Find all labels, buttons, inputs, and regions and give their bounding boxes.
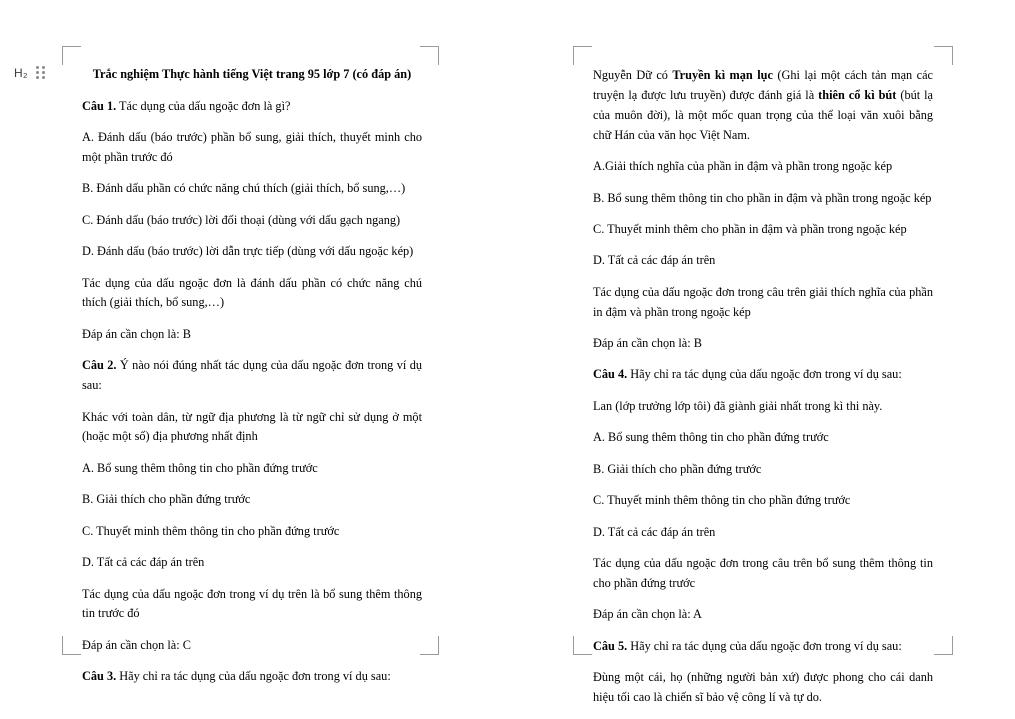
q3-example-seg-2: (Ghi lại một cách tản mạn các truyện lạ được lưu truyền) được đánh giá là: [593, 68, 933, 102]
q1-b: [82, 179, 422, 199]
q3-b-text: B. Bổ sung thêm thông tin cho phần in đậm và phần trong ngoặc kép: [593, 190, 932, 205]
q4-b-text: B. Giải thích cho phần đứng trước: [593, 461, 762, 476]
paragraph-style-badge[interactable]: H₂: [14, 66, 28, 80]
q3-c: [593, 220, 933, 240]
q3-example-seg-0: Nguyễn Dữ có: [593, 68, 673, 82]
q5-heading: [593, 637, 933, 657]
q2-b-text: B. Giải thích cho phần đứng trước: [82, 492, 251, 507]
q4-a: [593, 428, 933, 448]
q2-example: [82, 408, 422, 448]
q3-b: [593, 189, 933, 209]
q1-answer-text: Đáp án cần chọn là: B: [82, 326, 191, 341]
q1-c-text: C. Đánh dấu (báo trước) lời đối thoại (dùng với dấu gạch ngang): [82, 212, 401, 227]
q2-example-text: Khác với toàn dân, từ ngữ địa phương là từ ngữ chỉ sử dụng ở một (hoặc một số) địa phương nhất định: [82, 409, 422, 444]
q1-heading: [82, 97, 422, 117]
q3-example-seg-4: (bút lạ của muôn đời), là một mốc quan trọng của thể loại văn xuôi bằng chữ Hán của văn học Việt Nam.: [593, 87, 934, 142]
q2-heading-label: Câu 2.: [82, 358, 117, 373]
q3-answer-text: Đáp án cần chọn là: B: [593, 336, 702, 351]
q4-d: [593, 523, 933, 543]
q4-heading-label: Câu 4.: [593, 367, 628, 382]
q4-example-text: Lan (lớp trưởng lớp tôi) đã giành giải nhất trong kì thi này.: [593, 398, 883, 413]
q2-c-text: C. Thuyết minh thêm thông tin cho phần đứng trước: [82, 523, 340, 538]
q4-explain-text: Tác dụng của dấu ngoặc đơn trong câu trên bổ sung thêm thông tin cho phần đứng trước: [593, 555, 933, 590]
q2-a-text: A. Bổ sung thêm thông tin cho phần đứng trước: [82, 460, 318, 475]
crop-mark-top-right: [934, 46, 953, 65]
drag-dots-icon[interactable]: [36, 66, 48, 80]
q3-heading: [82, 667, 422, 687]
q3-a-text: A.Giải thích nghĩa của phần in đậm và phần trong ngoặc kép: [593, 159, 893, 174]
q4-heading: [593, 365, 933, 385]
left-paragraph-list: [82, 97, 422, 688]
q3-c-text: C. Thuyết minh thêm cho phần in đậm và phần trong ngoặc kép: [593, 221, 907, 236]
q1-a-text: A. Đánh dấu (báo trước) phần bổ sung, giải thích, thuyết minh cho một phần trước đó: [82, 130, 422, 164]
q5-heading-label: Câu 5.: [593, 638, 628, 653]
q1-a: [82, 128, 422, 168]
q2-c: [82, 522, 422, 542]
q2-a: [82, 459, 422, 479]
q1-c: [82, 211, 422, 231]
q1-explain-text: Tác dụng của dấu ngoặc đơn là đánh dấu phần có chức năng chú thích (giải thích, bổ sung,…): [82, 275, 422, 310]
q4-answer-text: Đáp án cần chọn là: A: [593, 607, 702, 622]
q4-explain: [593, 554, 933, 594]
q3-explain: [593, 283, 933, 323]
q5-example-text: Đùng một cái, họ (những người bản xứ) được phong cho cái danh hiệu tối cao là chiến sĩ bảo vệ công lí và tự do.: [593, 670, 933, 704]
q1-heading-text: Tác dụng của dấu ngoặc đơn là gì?: [116, 98, 291, 113]
q4-c-text: C. Thuyết minh thêm thông tin cho phần đứng trước: [593, 493, 851, 508]
crop-mark-bottom-left: [62, 636, 81, 655]
q3-heading-text: Hãy chỉ ra tác dụng của dấu ngoặc đơn trong ví dụ sau:: [116, 669, 391, 684]
q4-example: [593, 397, 933, 417]
q4-answer: [593, 605, 933, 625]
page-title: Trắc nghiệm Thực hành tiếng Việt trang 95 lớp 7 (có đáp án): [92, 67, 412, 81]
q5-example: [593, 668, 933, 708]
q5-heading-text: Hãy chỉ ra tác dụng của dấu ngoặc đơn trong ví dụ sau:: [627, 638, 902, 653]
document-page-left[interactable]: [0, 0, 517, 700]
q3-d: [593, 251, 933, 271]
q1-b-text: B. Đánh dấu phần có chức năng chú thích (giải thích, bổ sung,…): [82, 181, 406, 196]
q1-heading-label: Câu 1.: [82, 98, 117, 113]
q2-explain: [82, 585, 422, 625]
q2-d: [82, 553, 422, 573]
page-left-content: [82, 66, 422, 699]
q3-example: [593, 66, 933, 146]
q2-b: [82, 490, 422, 510]
crop-mark-top-left: [573, 46, 592, 65]
q2-heading-text: Ý nào nói đúng nhất tác dụng của dấu ngoặc đơn trong ví dụ sau:: [82, 358, 422, 393]
right-paragraph-list: [593, 66, 933, 708]
q3-heading-label: Câu 3.: [82, 669, 117, 684]
q2-answer: [82, 636, 422, 656]
q4-d-text: D. Tất cả các đáp án trên: [593, 524, 716, 539]
q1-explain: [82, 274, 422, 314]
q1-d-text: D. Đánh dấu (báo trước) lời dẫn trực tiếp (dùng với dấu ngoặc kép): [82, 244, 414, 259]
q1-d: [82, 242, 422, 262]
q4-c: [593, 491, 933, 511]
q2-answer-text: Đáp án cần chọn là: C: [82, 637, 191, 652]
crop-mark-top-left: [62, 46, 81, 65]
q4-a-text: A. Bổ sung thêm thông tin cho phần đứng trước: [593, 430, 829, 445]
q3-d-text: D. Tất cả các đáp án trên: [593, 253, 716, 268]
page-right-content: [593, 66, 933, 719]
crop-mark-top-right: [420, 46, 439, 65]
q3-a: [593, 157, 933, 177]
crop-mark-bottom-right: [420, 636, 439, 655]
q2-d-text: D. Tất cả các đáp án trên: [82, 555, 205, 570]
q2-heading: [82, 356, 422, 396]
q3-example-seg-1: Truyền kì mạn lục: [672, 68, 773, 82]
q2-explain-text: Tác dụng của dấu ngoặc đơn trong ví dụ trên là bổ sung thêm thông tin trước đó: [82, 586, 422, 621]
crop-mark-bottom-right: [934, 636, 953, 655]
crop-mark-bottom-left: [573, 636, 592, 655]
q3-example-seg-3: thiên cổ kì bút: [818, 87, 897, 102]
q4-heading-text: Hãy chỉ ra tác dụng của dấu ngoặc đơn trong ví dụ sau:: [627, 367, 902, 382]
q1-answer: [82, 325, 422, 345]
q3-explain-text: Tác dụng của dấu ngoặc đơn trong câu trên giải thích nghĩa của phần in đậm và phần trong ngoặc kép: [593, 284, 933, 319]
document-page-right[interactable]: [517, 0, 1015, 704]
q3-answer: [593, 334, 933, 354]
q4-b: [593, 460, 933, 480]
